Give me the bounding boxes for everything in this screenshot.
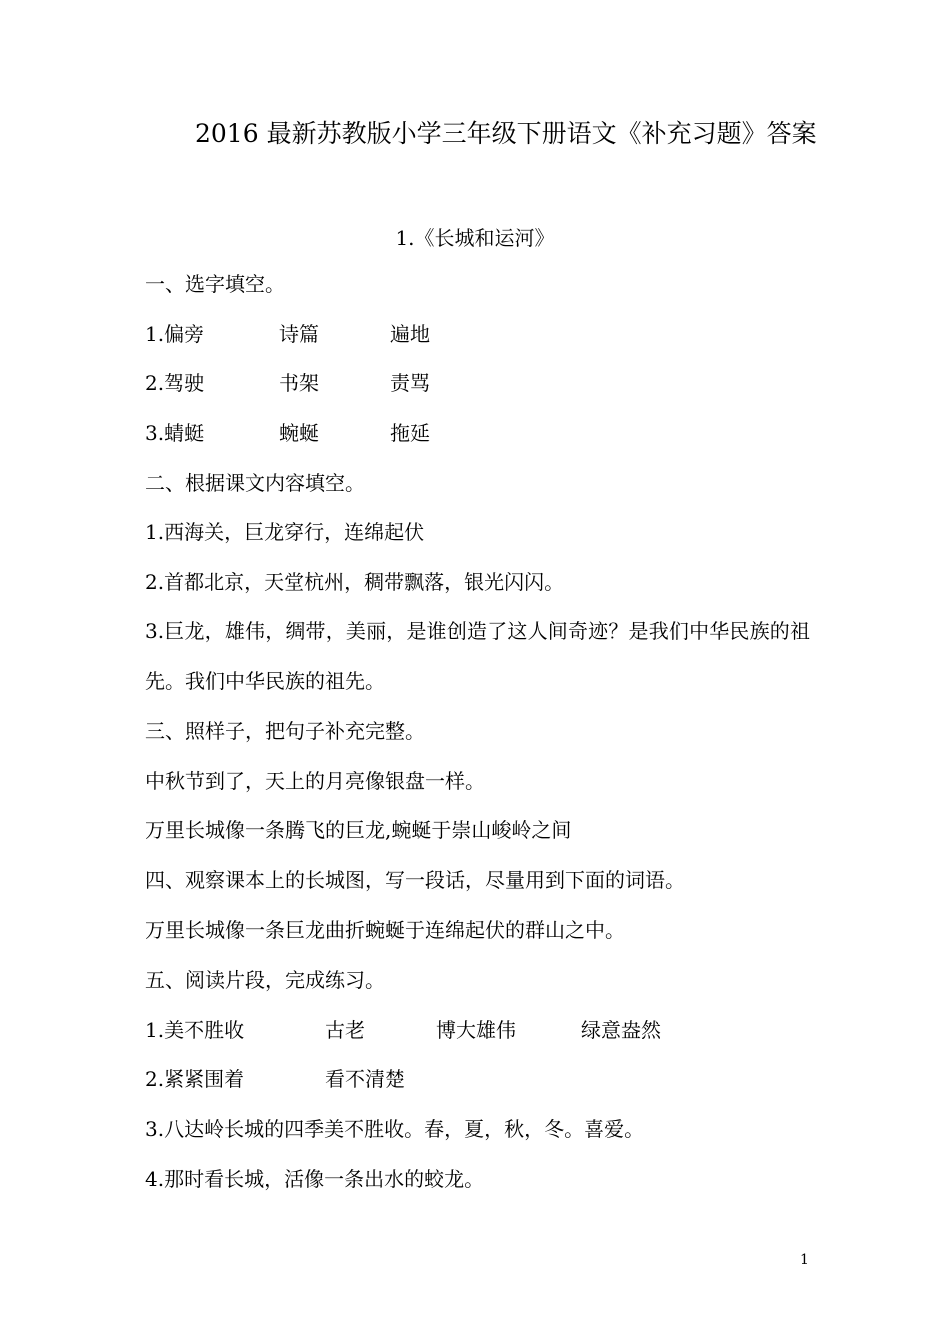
- answer-line: 中秋节到了，天上的月亮像银盘一样。: [145, 769, 485, 793]
- answer-word: 古老: [325, 1018, 365, 1042]
- answer-word: 看不清楚: [325, 1067, 405, 1091]
- answer-word: 2.驾驶: [145, 371, 205, 395]
- answer-word: 责骂: [390, 371, 430, 395]
- answer-word: 遍地: [390, 322, 430, 346]
- answer-line: 万里长城像一条腾飞的巨龙,蜿蜒于崇山峻岭之间: [145, 818, 572, 842]
- answer-line: 2.首都北京，天堂杭州，稠带飘落，银光闪闪。: [145, 570, 565, 594]
- answer-word: 蜿蜒: [279, 421, 319, 445]
- page-number: 1: [800, 1252, 809, 1268]
- answer-line: 1.西海关，巨龙穿行，连绵起伏: [145, 520, 425, 544]
- answer-word: 2.紧紧围着: [145, 1067, 245, 1091]
- section-1-heading: 一、选字填空。: [145, 272, 285, 296]
- section-5-heading: 五、阅读片段，完成练习。: [145, 968, 385, 992]
- answer-word: 1.偏旁: [145, 322, 205, 346]
- answer-word: 3.蜻蜓: [145, 421, 205, 445]
- lesson-title: 1.《长城和运河》: [395, 226, 555, 250]
- section-2-heading: 二、根据课文内容填空。: [145, 471, 365, 495]
- answer-word: 1.美不胜收: [145, 1018, 245, 1042]
- answer-line: 万里长城像一条巨龙曲折蜿蜒于连绵起伏的群山之中。: [145, 918, 625, 942]
- answer-word: 绿意盎然: [581, 1018, 661, 1042]
- answer-word: 博大雄伟: [436, 1018, 516, 1042]
- answer-word: 诗篇: [279, 322, 319, 346]
- answer-line: 4.那时看长城，活像一条出水的蛟龙。: [145, 1167, 485, 1191]
- answer-line: 3.八达岭长城的四季美不胜收。春，夏，秋，冬。喜爱。: [145, 1117, 645, 1141]
- answer-paragraph: 3.巨龙，雄伟，绸带，美丽，是谁创造了这人间奇迹？是我们中华民族的祖先。我们中华民族的祖先。: [145, 619, 810, 693]
- section-3-heading: 三、照样子，把句子补充完整。: [145, 719, 425, 743]
- answer-word: 书架: [279, 371, 319, 395]
- section-4-heading: 四、观察课本上的长城图，写一段话，尽量用到下面的词语。: [145, 868, 685, 892]
- document-title: 2016 最新苏教版小学三年级下册语文《补充习题》答案: [195, 119, 817, 148]
- answer-word: 拖延: [390, 421, 430, 445]
